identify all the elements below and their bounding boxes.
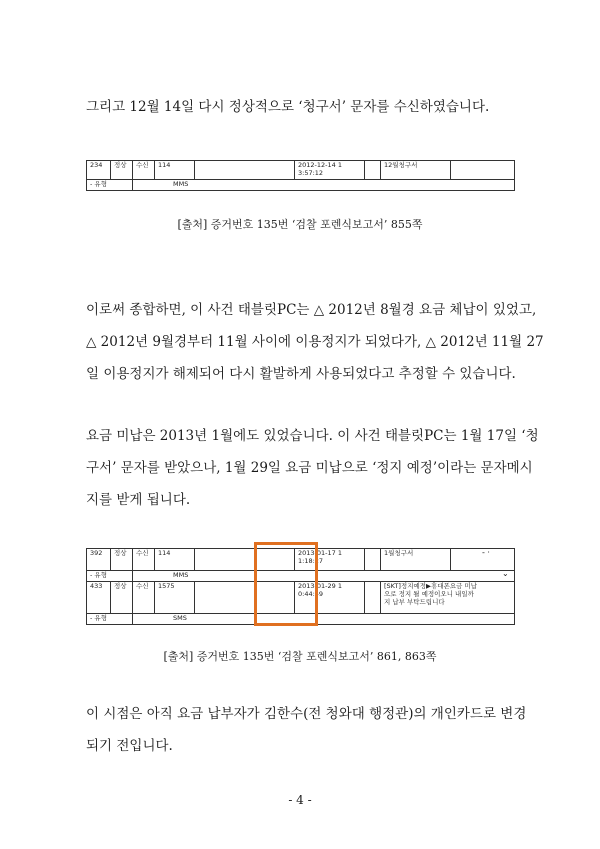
t2-cell: 433	[87, 582, 111, 614]
t2-cell: MMS	[133, 571, 515, 582]
paragraph-4-line-1: 이 시점은 아직 요금 납부자가 김한수(전 청와대 행정관)의 개인카드로 변경	[86, 706, 527, 722]
t2-cell: 1월청구서	[381, 549, 451, 571]
t1-cell: 수신	[133, 161, 155, 180]
t1-cell: 114	[155, 161, 195, 180]
evidence-table-1	[86, 160, 515, 191]
t2-cell: - 유형	[87, 571, 133, 582]
chevron-down-icon: ⌄	[502, 569, 509, 578]
t1-cell: - 유형	[87, 179, 133, 190]
t1-cell: 2012-12-14 1 3:57:12	[295, 161, 365, 180]
page-number: - 4 -	[288, 793, 312, 807]
paragraph-2-line-2: △ 2012년 9월경부터 11월 사이에 이용정지가 되었다가, △ 2012년 11월 27	[86, 334, 544, 350]
paragraph-3-line-1: 요금 미납은 2013년 1월에도 있었습니다. 이 사건 태블릿PC는 1월 17일 ‘청	[86, 428, 539, 444]
t2-cell: 수신	[133, 582, 155, 614]
t2-cell: 2013-01-17 1 1:18:27	[295, 549, 365, 571]
t1-cell	[195, 161, 295, 180]
t2-cell: 정상	[111, 549, 133, 571]
t2-cell: 392	[87, 549, 111, 571]
paragraph-4-line-2: 되기 전입니다.	[86, 738, 173, 754]
paragraph-1: 그리고 12월 14일 다시 정상적으로 ‘청구서’ 문자를 수신하였습니다.	[86, 99, 490, 115]
caption-1: [출처] 증거번호 135번 ‘검찰 포렌식보고서’ 855쪽	[177, 218, 423, 231]
t1-cell: 정상	[111, 161, 133, 180]
t1-cell: 234	[87, 161, 111, 180]
t1-cell	[365, 161, 381, 180]
paragraph-3-line-2: 구서’ 문자를 받았으나, 1월 29일 요금 미납으로 ‘정지 예정’이라는 문자메시	[86, 460, 533, 476]
t2-cell	[365, 549, 381, 571]
t2-cell: [SKT]정지예정▶휴대폰요금 미납 으로 정지 될 예정이오니 내일까 지 납부 부탁드립니다	[381, 582, 515, 614]
dash-mark: - ·	[482, 548, 490, 557]
caption-2: [출처] 증거번호 135번 ‘검찰 포렌식보고서’ 861, 863쪽	[163, 650, 437, 663]
highlight-box	[254, 542, 318, 626]
paragraph-3-line-3: 지를 받게 됩니다.	[86, 492, 191, 508]
t2-cell: 114	[155, 549, 195, 571]
paragraph-2-line-3: 일 이용정지가 해제되어 다시 활발하게 사용되었다고 추정할 수 있습니다.	[86, 366, 516, 382]
t2-cell: 2013-01-29 1 0:44:49	[295, 582, 365, 614]
t2-cell: SMS	[133, 614, 515, 625]
t2-cell	[365, 582, 381, 614]
t2-cell: 수신	[133, 549, 155, 571]
paragraph-2-line-1: 이로써 종합하면, 이 사건 태블릿PC는 △ 2012년 8월경 요금 체납이 있었고,	[86, 302, 537, 318]
t2-cell: 1575	[155, 582, 195, 614]
t2-cell: - 유형	[87, 614, 133, 625]
t1-cell: MMS	[133, 179, 515, 190]
t1-cell: 12월청구서	[381, 161, 451, 180]
t1-cell	[451, 161, 515, 180]
t2-cell: 정상	[111, 582, 133, 614]
